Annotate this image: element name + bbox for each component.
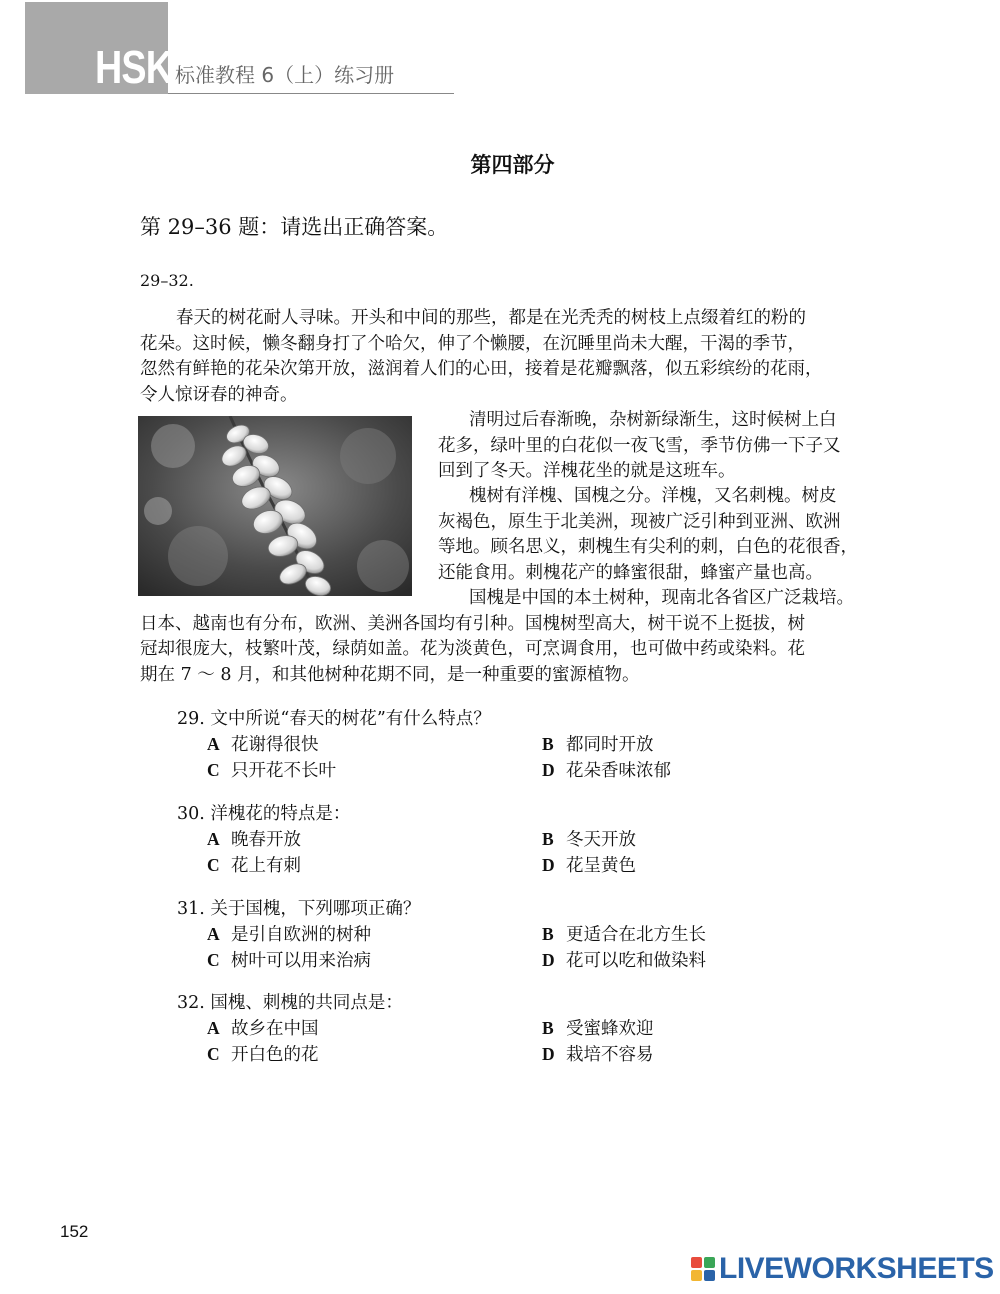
option-row [177, 853, 636, 879]
option-letter: B [542, 924, 554, 944]
option-letter: C [207, 1044, 220, 1064]
hsk-logo: HSK [95, 41, 173, 93]
option-d[interactable] [542, 853, 636, 879]
passage-line: 令人惊讶春的神奇。 [140, 384, 298, 405]
passage-paragraph-4 [140, 586, 886, 688]
option-text: 故乡在中国 [231, 1019, 319, 1039]
option-letter: D [542, 855, 555, 875]
question-stem: 29. 文中所说“春天的树花”有什么特点？ [177, 709, 491, 729]
passage-line: 回到了冬天。洋槐花坐的就是这班车。 [438, 461, 736, 481]
option-text: 花朵香味浓郁 [566, 761, 671, 781]
question-29 [177, 707, 671, 784]
option-letter: D [542, 950, 555, 970]
option-letter: B [542, 829, 554, 849]
option-d[interactable] [542, 758, 671, 784]
locust-flower-photo [138, 416, 412, 596]
section-title: 第四部分 [470, 152, 555, 177]
option-text: 树叶可以用来治病 [231, 951, 371, 971]
option-letter: B [542, 734, 554, 754]
book-title: 标准教程 6（上）练习册 [175, 63, 395, 87]
option-text: 花上有刺 [231, 856, 301, 876]
passage-line: 冠却很庞大，枝繁叶茂，绿荫如盖。花为淡黄色，可烹调食用，也可做中药或染料。花 [140, 639, 805, 659]
option-text: 花谢得很快 [231, 735, 319, 755]
option-row [177, 827, 636, 853]
liveworksheets-wordmark: LIVEWORKSHEETS [719, 1252, 994, 1285]
option-b[interactable] [542, 827, 636, 853]
question-32 [177, 991, 654, 1068]
option-text: 花呈黄色 [566, 856, 636, 876]
option-b[interactable] [542, 732, 654, 758]
option-letter: C [207, 950, 220, 970]
option-d[interactable] [542, 1042, 654, 1068]
option-row [177, 1042, 654, 1068]
flower-image [138, 416, 412, 596]
option-a[interactable] [207, 732, 319, 758]
passage-line: 春天的树花耐人寻味。开头和中间的那些，都是在光秃秃的树枝上点缀着红的粉的 [176, 308, 806, 328]
option-text: 冬天开放 [566, 830, 636, 850]
option-row [177, 948, 706, 974]
passage-line: 期在 7 ～ 8 月，和其他树种花期不同，是一种重要的蜜源植物。 [140, 664, 640, 685]
option-a[interactable] [207, 922, 371, 948]
passage-line: 槐树有洋槐、国槐之分。洋槐，又名刺槐。树皮 [469, 486, 837, 506]
option-text: 只开花不长叶 [231, 761, 336, 781]
option-c[interactable] [207, 1042, 319, 1068]
passage-paragraph-2 [438, 408, 886, 485]
option-a[interactable] [207, 1016, 319, 1042]
option-letter: A [207, 734, 220, 754]
passage-line: 日本、越南也有分布，欧洲、美洲各国均有引种。国槐树型高大，树干说不上挺拔，树 [140, 613, 805, 634]
passage-line: 还能食用。刺槐花产的蜂蜜很甜，蜂蜜产量也高。 [438, 562, 823, 583]
option-text: 受蜜蜂欢迎 [566, 1019, 654, 1039]
question-stem: 31. 关于国槐，下列哪项正确？ [177, 899, 421, 919]
option-c[interactable] [207, 758, 336, 784]
option-a[interactable] [207, 827, 301, 853]
option-text: 是引自欧洲的树种 [231, 925, 371, 945]
passage-line: 花朵。这时候，懒冬翻身打了个哈欠，伸了个懒腰，在沉睡里尚未大醒，干渴的季节， [140, 333, 805, 354]
option-letter: B [542, 1018, 554, 1038]
passage-paragraph-1 [140, 306, 886, 408]
option-letter: A [207, 924, 220, 944]
option-text: 都同时开放 [566, 735, 654, 755]
option-letter: A [207, 1018, 220, 1038]
option-letter: A [207, 829, 220, 849]
passage-line: 国槐是中国的本土树种，现南北各省区广泛栽培。 [469, 588, 854, 608]
option-text: 花可以吃和做染料 [566, 951, 706, 971]
option-text: 开白色的花 [231, 1045, 319, 1065]
question-stem: 32. 国槐、刺槐的共同点是： [177, 993, 403, 1013]
passage-line: 忽然有鲜艳的花朵次第开放，滋润着人们的心田，接着是花瓣飘落，似五彩缤纷的花雨， [140, 359, 823, 379]
passage-line: 等地。顾名思义，刺槐生有尖利的刺，白色的花很香， [438, 537, 858, 557]
option-c[interactable] [207, 853, 301, 879]
option-b[interactable] [542, 922, 706, 948]
question-range: 29–32. [140, 271, 194, 290]
option-text: 晚春开放 [231, 830, 301, 850]
passage-line: 灰褐色，原生于北美洲，现被广泛引种到亚洲、欧洲 [438, 511, 841, 532]
option-d[interactable] [542, 948, 706, 974]
option-c[interactable] [207, 948, 371, 974]
question-30 [177, 802, 636, 879]
passage-line: 花多，绿叶里的白花似一夜飞雪，季节仿佛一下子又 [438, 435, 841, 456]
page-number: 152 [60, 1222, 89, 1241]
option-text: 栽培不容易 [566, 1045, 654, 1065]
question-stem: 30. 洋槐花的特点是： [177, 804, 351, 824]
option-letter: D [542, 760, 555, 780]
header-divider [168, 93, 454, 94]
option-row [177, 732, 654, 758]
liveworksheets-logo-icon [690, 1256, 716, 1282]
option-b[interactable] [542, 1016, 654, 1042]
instruction: 第 29–36 题：请选出正确答案。 [140, 215, 449, 239]
option-row [177, 758, 671, 784]
option-letter: C [207, 855, 220, 875]
passage-paragraph-3 [438, 484, 886, 586]
option-row [177, 922, 706, 948]
liveworksheets-watermark [690, 1252, 994, 1286]
option-text: 更适合在北方生长 [566, 925, 706, 945]
option-letter: C [207, 760, 220, 780]
passage-line: 清明过后春渐晚，杂树新绿渐生，这时候树上白 [469, 410, 837, 430]
option-letter: D [542, 1044, 555, 1064]
option-row [177, 1016, 654, 1042]
question-31 [177, 897, 706, 974]
